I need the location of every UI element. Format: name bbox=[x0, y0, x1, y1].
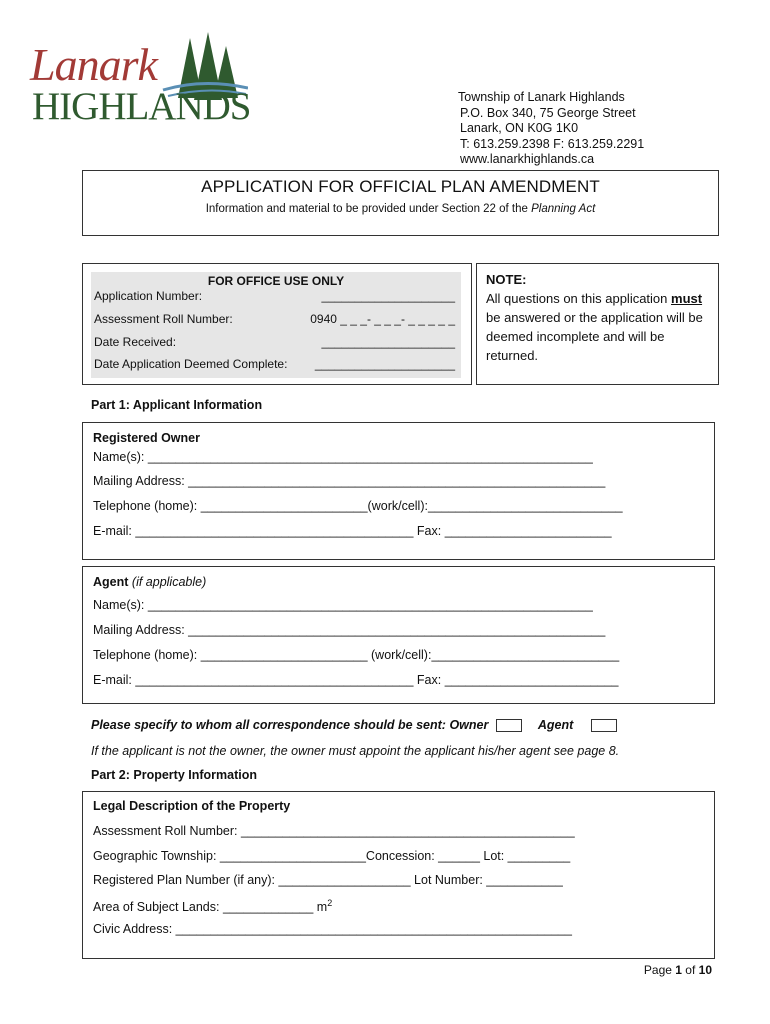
subtitle-text: Information and material to be provided under Section 22 of the bbox=[205, 203, 532, 215]
correspondence-text: Please specify to whom all correspondence should be sent: bbox=[91, 718, 446, 732]
owner-names-field[interactable]: Name(s): ________________________________________________________________ bbox=[93, 450, 593, 464]
address-line: Lanark, ON K0G 1K0 bbox=[460, 121, 579, 136]
note-body bbox=[486, 289, 711, 365]
legal-description-box bbox=[82, 791, 715, 959]
office-value[interactable]: 0940 _ _ _- _ _ _- _ _ _ _ _ bbox=[310, 312, 455, 326]
office-label: Assessment Roll Number: bbox=[94, 312, 233, 326]
office-label: Application Number: bbox=[94, 289, 203, 303]
part1-title: Part 1: Applicant Information bbox=[91, 398, 263, 412]
correspondence-owner-label: Owner bbox=[449, 718, 489, 732]
owner-box bbox=[82, 422, 715, 560]
agent-telephone-field[interactable]: Telephone (home): ________________________ (work/cell):___________________________ bbox=[93, 648, 620, 662]
office-value[interactable]: ____________________ bbox=[321, 289, 455, 303]
office-value[interactable]: ____________________ bbox=[321, 335, 455, 349]
address-line: T: 613.259.2398 F: 613.259.2291 bbox=[460, 136, 645, 151]
address-line: P.O. Box 340, 75 George Street bbox=[460, 105, 636, 120]
township-field[interactable]: Geographic Township: _____________________Concession: ______ Lot: _________ bbox=[93, 849, 571, 863]
page-current: 1 bbox=[675, 963, 682, 977]
note-box bbox=[476, 263, 719, 385]
office-use-heading: FOR OFFICE USE ONLY bbox=[207, 274, 345, 288]
agent-heading bbox=[93, 575, 206, 589]
page-title: APPLICATION FOR OFFICIAL PLAN AMENDMENT bbox=[201, 177, 600, 196]
correspondence-agent-label: Agent bbox=[537, 718, 574, 732]
agent-heading-text: Agent bbox=[93, 575, 129, 589]
office-label: Date Application Deemed Complete: bbox=[94, 357, 288, 371]
note-text: be answered or the application will be deemed incomplete and will be returned. bbox=[486, 310, 703, 363]
legal-heading: Legal Description of the Property bbox=[93, 799, 291, 813]
part2-title: Part 2: Property Information bbox=[91, 768, 257, 782]
agent-mailing-field[interactable]: Mailing Address: ____________________________________________________________ bbox=[93, 623, 606, 637]
owner-email-field[interactable]: E-mail: ________________________________________ Fax: ________________________ bbox=[93, 524, 612, 538]
agent-checkbox[interactable] bbox=[591, 719, 617, 732]
logo bbox=[28, 28, 251, 128]
page-total: 10 bbox=[698, 963, 712, 977]
appointment-note: If the applicant is not the owner, the owner must appoint the applicant his/her agent see page 8. bbox=[91, 744, 620, 758]
registered-plan-field[interactable]: Registered Plan Number (if any): ___________________ Lot Number: ___________ bbox=[93, 873, 563, 887]
owner-heading: Registered Owner bbox=[93, 431, 200, 445]
correspondence-question bbox=[91, 718, 625, 732]
office-use-panel bbox=[91, 272, 461, 378]
page-of: of bbox=[681, 963, 699, 977]
assessment-roll-field[interactable]: Assessment Roll Number: ________________________________________________ bbox=[93, 824, 575, 838]
subtitle-act: Planning Act bbox=[531, 203, 596, 215]
logo-highlands-text: HIGHLANDS bbox=[32, 85, 251, 128]
civic-address-field[interactable]: Civic Address: _________________________________________________________ bbox=[93, 922, 572, 936]
address-line: www.lanarkhighlands.ca bbox=[460, 152, 595, 167]
office-label: Date Received: bbox=[94, 335, 177, 349]
office-use-box bbox=[82, 263, 472, 385]
area-field[interactable] bbox=[93, 898, 332, 914]
page-number bbox=[644, 963, 712, 977]
agent-box bbox=[82, 566, 715, 704]
note-text: All questions on this application bbox=[486, 291, 672, 306]
address-line: Township of Lanark Highlands bbox=[458, 90, 625, 104]
page-subtitle bbox=[83, 203, 718, 215]
agent-heading-note: (if applicable) bbox=[131, 575, 207, 589]
township-address bbox=[458, 90, 644, 168]
area-text: Area of Subject Lands: _____________ m bbox=[93, 900, 328, 915]
title-box bbox=[82, 170, 719, 236]
note-must: must bbox=[671, 291, 703, 306]
page-label: Page bbox=[643, 963, 676, 977]
agent-names-field[interactable]: Name(s): ________________________________________________________________ bbox=[93, 598, 593, 612]
owner-telephone-field[interactable]: Telephone (home): ________________________(work/cell):____________________________ bbox=[93, 499, 623, 513]
note-title: NOTE: bbox=[486, 272, 527, 287]
office-value[interactable]: _____________________ bbox=[314, 357, 455, 371]
logo-lanark-text: Lanark bbox=[30, 39, 157, 90]
owner-checkbox[interactable] bbox=[496, 719, 522, 732]
area-unit-sup: 2 bbox=[327, 898, 333, 908]
agent-email-field[interactable]: E-mail: ________________________________________ Fax: _________________________ bbox=[93, 673, 619, 687]
owner-mailing-field[interactable]: Mailing Address: ____________________________________________________________ bbox=[93, 474, 606, 488]
